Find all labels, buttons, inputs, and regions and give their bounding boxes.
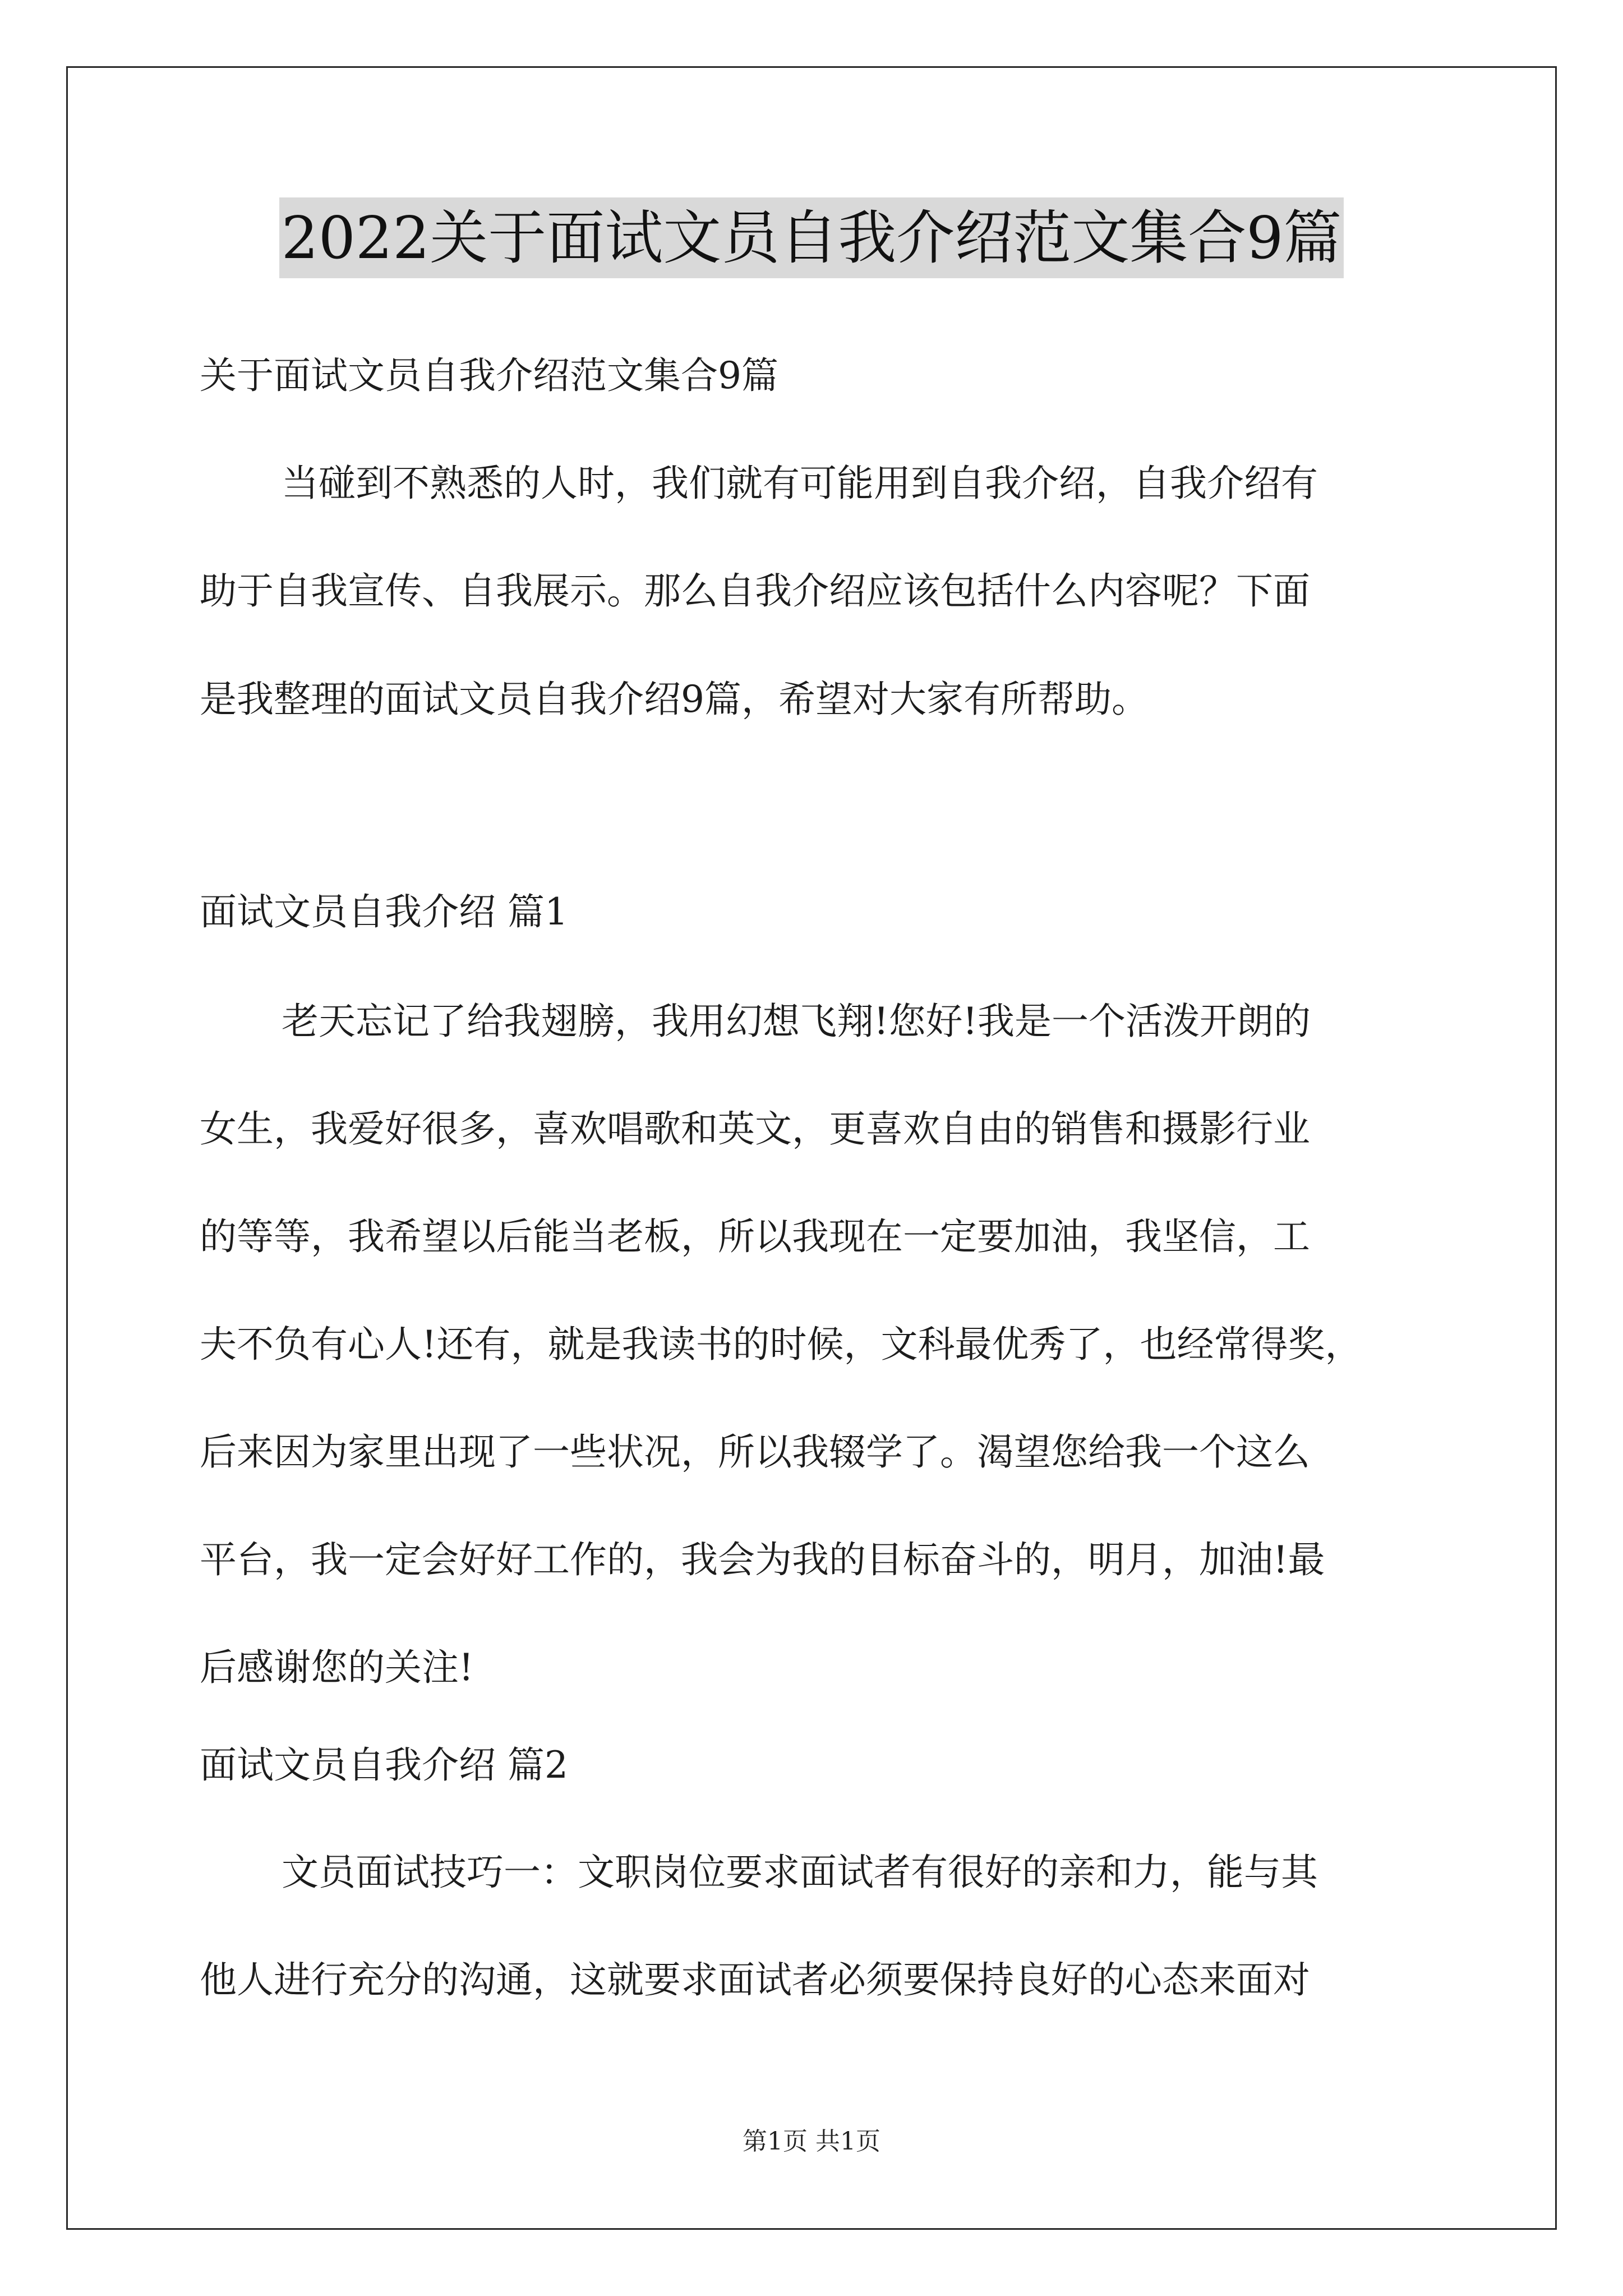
paragraph-line: 夫不负有心人!还有，就是我读书的时候，文科最优秀了，也经常得奖， <box>200 1323 1362 1366</box>
paragraph-line: 老天忘记了给我翅膀，我用幻想飞翔!您好!我是一个活泼开朗的 <box>282 1000 1311 1043</box>
intro-line: 助于自我宣传、自我展示。那么自我介绍应该包括什么内容呢？下面 <box>200 569 1310 613</box>
document-subtitle: 关于面试文员自我介绍范文集合9篇 <box>200 354 778 397</box>
intro-line: 当碰到不熟悉的人时，我们就有可能用到自我介绍，自我介绍有 <box>282 462 1318 505</box>
section-heading: 面试文员自我介绍 篇1 <box>200 890 568 933</box>
paragraph-line: 文员面试技巧一：文职岗位要求面试者有很好的亲和力，能与其 <box>282 1851 1318 1894</box>
paragraph-line: 他人进行充分的沟通，这就要求面试者必须要保持良好的心态来面对 <box>200 1958 1310 2001</box>
paragraph-line: 后来因为家里出现了一些状况，所以我辍学了。渴望您给我一个这么 <box>200 1430 1310 1474</box>
title-container <box>0 197 1623 278</box>
page-number-footer: 第1页 共1页 <box>743 2127 880 2156</box>
intro-line: 是我整理的面试文员自我介绍9篇，希望对大家有所帮助。 <box>200 678 1149 721</box>
paragraph-line: 女生，我爱好很多，喜欢唱歌和英文，更喜欢自由的销售和摄影行业 <box>200 1107 1310 1151</box>
section-heading: 面试文员自我介绍 篇2 <box>200 1743 568 1787</box>
document-title: 2022关于面试文员自我介绍范文集合9篇 <box>279 197 1344 278</box>
paragraph-line: 后感谢您的关注! <box>200 1646 474 1689</box>
paragraph-line: 平台，我一定会好好工作的，我会为我的目标奋斗的，明月，加油!最 <box>200 1538 1325 1581</box>
paragraph-line: 的等等，我希望以后能当老板，所以我现在一定要加油，我坚信，工 <box>200 1215 1310 1258</box>
